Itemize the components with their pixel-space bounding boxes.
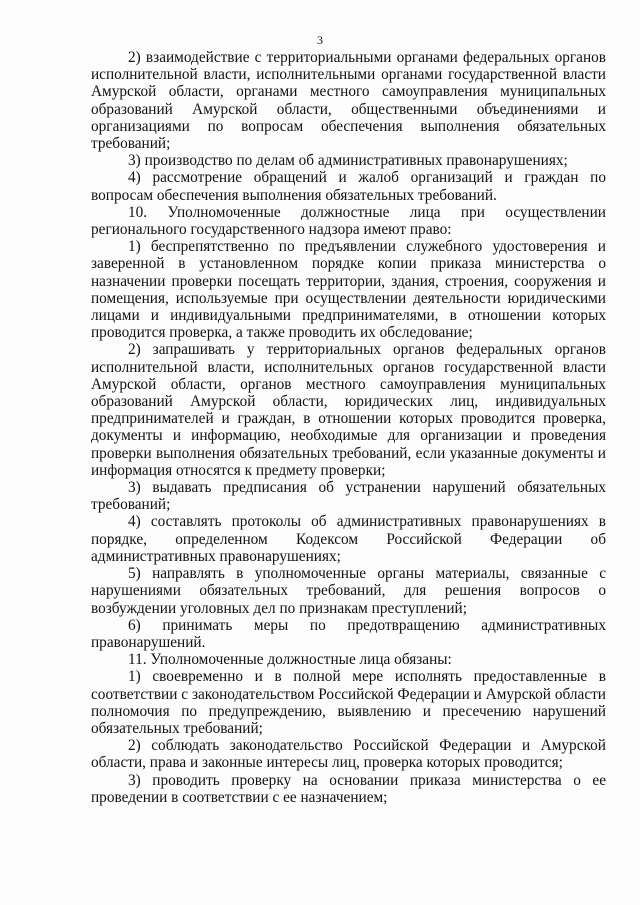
paragraph-interaction: 2) взаимодействие с территориальными органами федеральных органов исполнительной власти, исполнительными органами государственной власти Амурской области, органами местного самоуправления муниципальных образований Амурской области, общественными объединениями и организациями по вопросам обеспечения выполнения обязательных требований;: [91, 49, 606, 153]
page-number: 3: [317, 33, 323, 47]
paragraph-section-10-heading: 10. Уполномоченные должностные лица при осуществлении регионального государственного надзора имеют право:: [91, 203, 606, 239]
paragraph-right-protocols: 4) составлять протоколы об административных правонарушениях в порядке, определенном Кодексом Российской Федерации об административных правонарушениях;: [91, 513, 606, 565]
paragraph-right-request: 2) запрашивать у территориальных органов федеральных органов исполнительной власти, исполнительных органов государственной власти Амурской области, органов местного самоуправления муниципальных образований Амурской области, юридических лиц, индивидуальных предпринимателей и граждан, в отношении которых проводится проверка, документы и информацию, необходимые для организации и проведения проверки выполнения обязательных требований, если указанные документы и информация относятся к предмету проверки;: [91, 341, 606, 479]
paragraph-duty-powers: 1) своевременно и в полной мере исполнять предоставленные в соответствии с законодательством Российской Федерации и Амурской области полномочия по предупреждению, выявлению и пресечению нарушений обязательных требований;: [91, 668, 606, 737]
paragraph-proceedings: 3) производство по делам об административных правонарушениях;: [128, 152, 568, 170]
paragraph-right-prevention: 6) принимать меры по предотвращению административных правонарушений.: [91, 616, 606, 651]
paragraph-section-11-heading: 11. Уполномоченные должностные лица обязаны:: [128, 651, 452, 669]
paragraph-duty-inspection: 3) проводить проверку на основании приказа министерства о ее проведении в соответствии с ее назначением;: [91, 771, 606, 806]
paragraph-right-visit: 1) беспрепятственно по предъявлении служебного удостоверения и заверенной в установленном порядке копии приказа министерства о назначении проверки посещать территории, здания, строения, сооружения и помещения, используемые при осуществлении деятельности юридическими лицами и индивидуальными предпринимателями, в отношении которых проводится проверка, а также проводить их обследование;: [91, 238, 606, 342]
document-body: [91, 49, 606, 806]
paragraph-appeals: 4) рассмотрение обращений и жалоб организаций и граждан по вопросам обеспечения выполнения обязательных требований.: [91, 169, 606, 204]
paragraph-right-orders: 3) выдавать предписания об устранении нарушений обязательных требований;: [91, 479, 606, 514]
paragraph-duty-legislation: 2) соблюдать законодательство Российской Федерации и Амурской области, права и законные интересы лиц, проверка которых проводится;: [91, 737, 606, 772]
paragraph-right-materials: 5) направлять в уполномоченные органы материалы, связанные с нарушениями обязательных требований, для решения вопросов о возбуждении уголовных дел по признакам преступлений;: [91, 565, 606, 617]
